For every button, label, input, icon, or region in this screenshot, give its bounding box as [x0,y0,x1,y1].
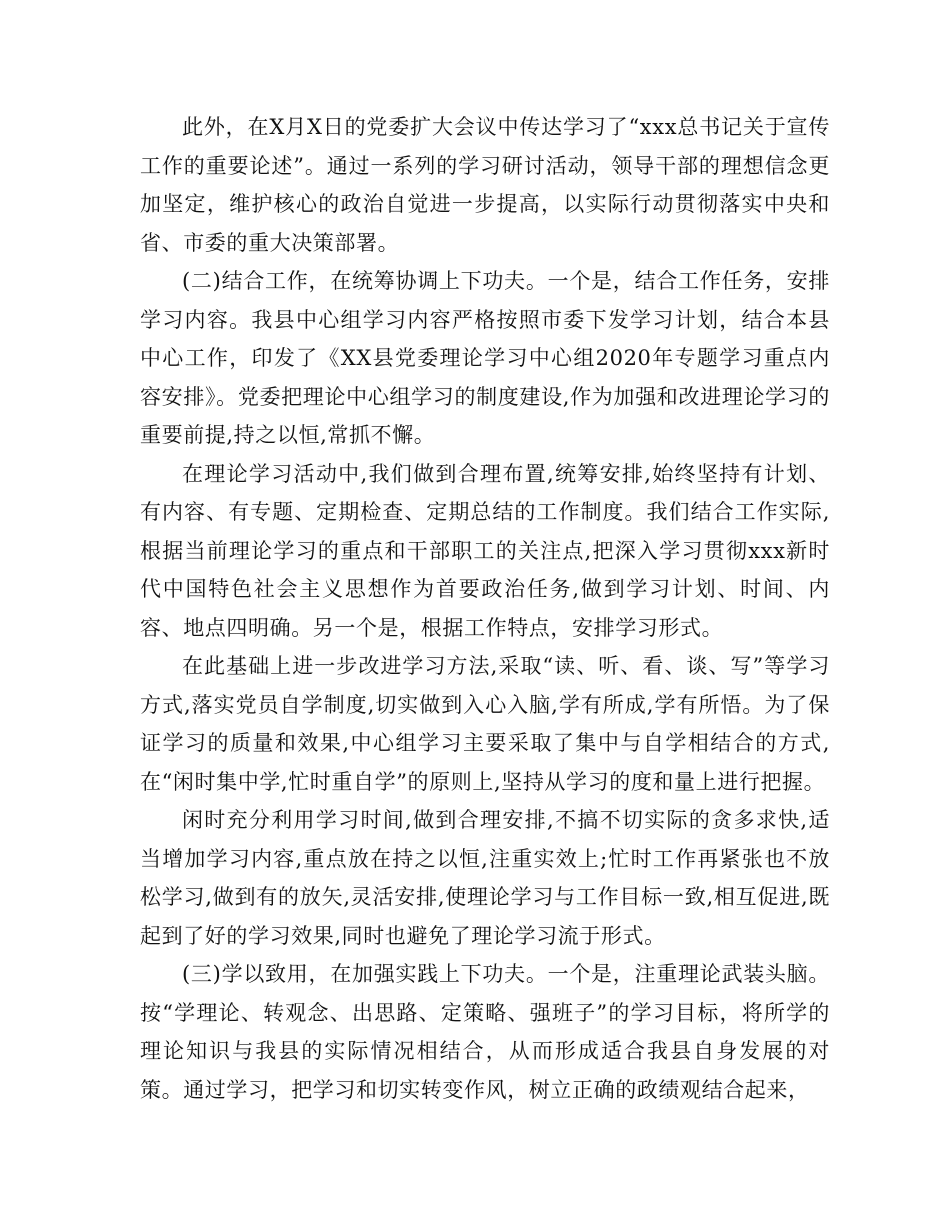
document-body [140,108,830,1109]
paragraph-2: (二)结合工作，在统筹协调上下功夫。一个是，结合工作任务，安排学习内容。我县中心组学习内容严格按照市委下发学习计划，结合本县中心工作，印发了《XX县党委理论学习中心组2020年专题学习重点内容安排》。党委把理论中心组学习的制度建设,作为加强和改进理论学习的重要前提,持之以恒,常抓不懈。 [140,269,830,447]
paragraph-3: 在理论学习活动中,我们做到合理布置,统筹安排,始终坚持有计划、有内容、有专题、定期检查、定期总结的工作制度。我们结合工作实际,根据当前理论学习的重点和干部职工的关注点,把深入学习贯彻xxx新时代中国特色社会主义思想作为首要政治任务,做到学习计划、时间、内容、地点四明确。另一个是，根据工作特点，安排学习形式。 [140,461,830,640]
paragraph-1: 此外，在X月X日的党委扩大会议中传达学习了“xxx总书记关于宣传工作的重要论述”。通过一系列的学习研讨活动，领导干部的理想信念更加坚定，维护核心的政治自觉进一步提高，以实际行动贯彻落实中央和省、市委的重大决策部署。 [140,115,830,255]
paragraph-6: (三)学以致用，在加强实践上下功夫。一个是，注重理论武装头脑。按“学理论、转观念、出思路、定策略、强班子”的学习目标，将所学的理论知识与我县的实际情况相结合，从而形成适合我县自身发展的对策。通过学习，把学习和切实转变作风，树立正确的政绩观结合起来， [140,962,830,1102]
paragraph-5: 闲时充分利用学习时间,做到合理安排,不搞不切实际的贪多求快,适当增加学习内容,重点放在持之以恒,注重实效上;忙时工作再紧张也不放松学习,做到有的放矢,灵活安排,使理论学习与工作目标一致,相互促进,既起到了好的学习效果,同时也避免了理论学习流于形式。 [140,808,830,948]
paragraph-4: 在此基础上进一步改进学习方法,采取“读、听、看、谈、写”等学习方式,落实党员自学制度,切实做到入心入脑,学有所成,学有所悟。为了保证学习的质量和效果,中心组学习主要采取了集中与自学相结合的方式,在“闲时集中学,忙时重自学”的原则上,坚持从学习的度和量上进行把握。 [140,654,830,794]
